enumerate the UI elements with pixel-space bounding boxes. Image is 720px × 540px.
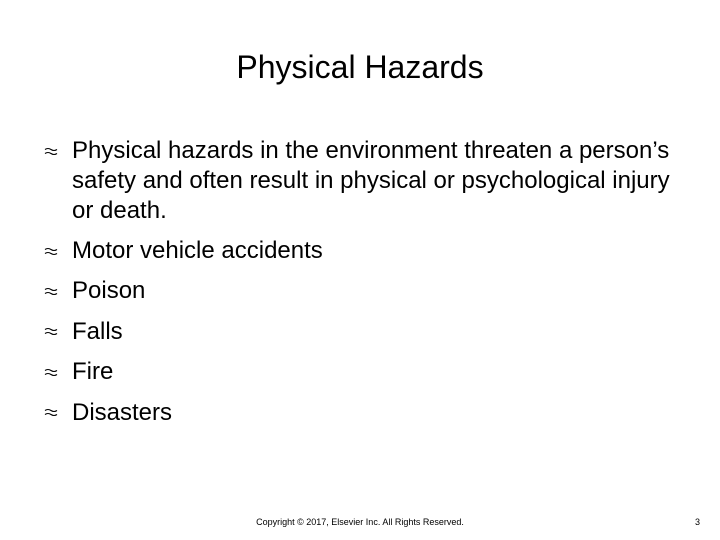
bullet-item [44, 317, 684, 347]
bullet-item [44, 276, 684, 306]
wave-bullet-icon [44, 398, 72, 428]
page-number: 3 [694, 517, 700, 527]
bullet-item [44, 398, 684, 428]
bullet-text: Motor vehicle accidents [72, 237, 323, 264]
footer-copyright: Copyright © 2017, Elsevier Inc. All Rights Reserved. [256, 517, 464, 527]
bullet-list [44, 136, 684, 438]
wave-bullet-icon [44, 317, 72, 347]
wave-bullet-icon [44, 136, 72, 166]
bullet-text: Physical hazards in the environment threaten a person’s safety and often result in physical or psychological injury or death. [72, 137, 670, 224]
wave-bullet-icon [44, 236, 72, 266]
bullet-text: Disasters [72, 398, 173, 426]
bullet-text: Poison [72, 277, 146, 305]
bullet-item [44, 136, 684, 226]
slide-title: Physical Hazards [236, 49, 484, 85]
bullet-text: Fire [72, 358, 114, 386]
bullet-item [44, 236, 684, 266]
wave-bullet-icon [44, 357, 72, 387]
bullet-text: Falls [72, 317, 123, 345]
bullet-item [44, 357, 684, 387]
wave-bullet-icon [44, 276, 72, 306]
